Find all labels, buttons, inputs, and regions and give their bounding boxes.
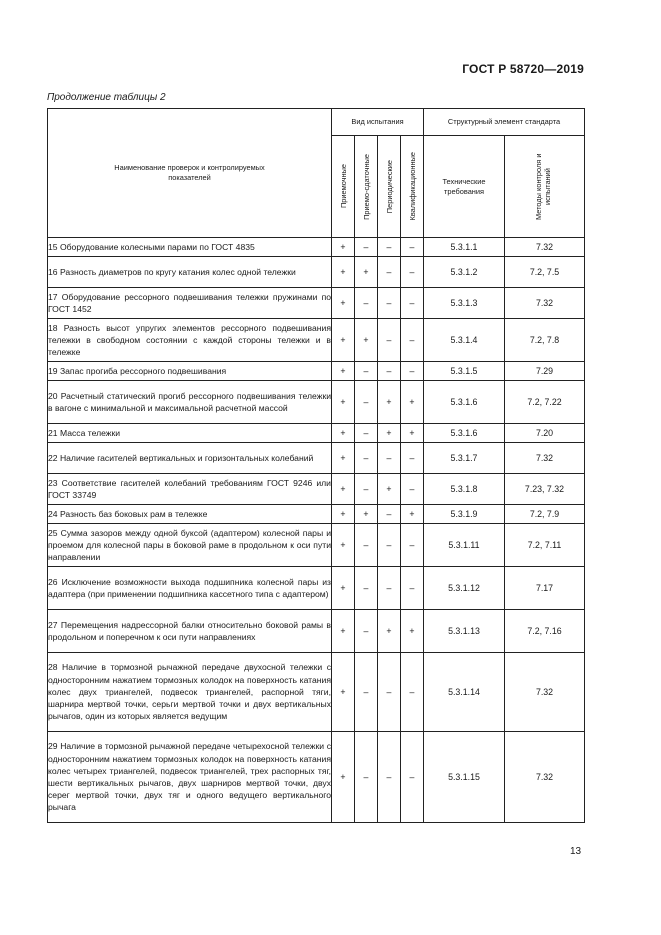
- table-row: [48, 319, 585, 362]
- row-mark: –: [355, 524, 378, 567]
- row-tech-req: 5.3.1.15: [424, 732, 505, 823]
- row-mark: +: [401, 381, 424, 424]
- row-mark: –: [401, 288, 424, 319]
- table-row: [48, 474, 585, 505]
- row-name: 16 Разность диаметров по кругу катания колес одной тележки: [48, 257, 332, 288]
- row-mark: –: [355, 610, 378, 653]
- row-mark: +: [332, 424, 355, 443]
- row-name: 20 Расчетный статический прогиб рессорного подвешивания тележки в вагоне с минимальной и максимальной расчетной массой: [48, 381, 332, 424]
- row-mark: +: [332, 257, 355, 288]
- row-mark: +: [378, 474, 401, 505]
- row-mark: –: [378, 524, 401, 567]
- row-tech-req: 5.3.1.1: [424, 238, 505, 257]
- header-test-type-2: Приемо-сдаточные: [355, 136, 378, 238]
- row-mark: +: [332, 653, 355, 732]
- row-mark: +: [378, 424, 401, 443]
- table-row: [48, 257, 585, 288]
- row-mark: –: [355, 424, 378, 443]
- row-method: 7.32: [505, 653, 585, 732]
- row-mark: –: [378, 505, 401, 524]
- row-mark: –: [401, 653, 424, 732]
- row-tech-req: 5.3.1.9: [424, 505, 505, 524]
- row-mark: –: [401, 362, 424, 381]
- row-mark: –: [401, 319, 424, 362]
- row-mark: –: [378, 257, 401, 288]
- row-mark: +: [355, 257, 378, 288]
- row-mark: +: [332, 381, 355, 424]
- row-method: 7.32: [505, 288, 585, 319]
- row-mark: –: [378, 362, 401, 381]
- row-mark: –: [401, 238, 424, 257]
- inspection-table: [47, 108, 585, 823]
- row-mark: +: [332, 319, 355, 362]
- row-name: 17 Оборудование рессорного подвешивания тележки пружинами по ГОСТ 1452: [48, 288, 332, 319]
- row-mark: –: [401, 474, 424, 505]
- row-mark: –: [401, 567, 424, 610]
- row-mark: –: [378, 653, 401, 732]
- row-mark: +: [332, 238, 355, 257]
- row-mark: +: [332, 567, 355, 610]
- row-method: 7.2, 7.5: [505, 257, 585, 288]
- row-mark: +: [332, 362, 355, 381]
- row-method: 7.32: [505, 443, 585, 474]
- row-tech-req: 5.3.1.13: [424, 610, 505, 653]
- row-method: 7.2, 7.11: [505, 524, 585, 567]
- row-name: 15 Оборудование колесными парами по ГОСТ 4835: [48, 238, 332, 257]
- row-mark: +: [332, 610, 355, 653]
- row-mark: –: [355, 653, 378, 732]
- row-mark: +: [332, 505, 355, 524]
- row-method: 7.2, 7.9: [505, 505, 585, 524]
- row-mark: +: [332, 288, 355, 319]
- table-row: [48, 610, 585, 653]
- row-mark: –: [355, 567, 378, 610]
- table-row: [48, 567, 585, 610]
- row-mark: –: [378, 288, 401, 319]
- row-mark: –: [378, 443, 401, 474]
- row-mark: +: [332, 732, 355, 823]
- document-code: ГОСТ Р 58720—2019: [462, 62, 584, 76]
- header-methods: Методы контроля и испытаний: [505, 136, 585, 238]
- row-mark: –: [378, 732, 401, 823]
- row-mark: –: [401, 257, 424, 288]
- row-name: 27 Перемещения надрессорной балки относительно боковой рамы в продольном и поперечном к оси пути направлениях: [48, 610, 332, 653]
- table-row: [48, 732, 585, 823]
- row-name: 18 Разность высот упругих элементов рессорного подвешивания тележки в свободном состоянии с каждой стороны тележки и в тележке: [48, 319, 332, 362]
- row-method: 7.32: [505, 732, 585, 823]
- header-test-type-3: Периодические: [378, 136, 401, 238]
- row-mark: +: [332, 474, 355, 505]
- row-name: 21 Масса тележки: [48, 424, 332, 443]
- row-mark: +: [332, 524, 355, 567]
- row-tech-req: 5.3.1.3: [424, 288, 505, 319]
- row-tech-req: 5.3.1.14: [424, 653, 505, 732]
- table-row: [48, 381, 585, 424]
- header-tech-req: Технические требования: [424, 136, 505, 238]
- table-row: [48, 653, 585, 732]
- table-row: [48, 288, 585, 319]
- row-mark: –: [355, 443, 378, 474]
- header-test-type-1: Приемочные: [332, 136, 355, 238]
- row-tech-req: 5.3.1.4: [424, 319, 505, 362]
- row-method: 7.29: [505, 362, 585, 381]
- row-mark: +: [378, 381, 401, 424]
- row-mark: –: [355, 732, 378, 823]
- row-mark: –: [355, 381, 378, 424]
- table-row: [48, 362, 585, 381]
- row-method: 7.2, 7.22: [505, 381, 585, 424]
- row-method: 7.32: [505, 238, 585, 257]
- row-mark: –: [378, 567, 401, 610]
- header-test-type: Вид испытания: [332, 109, 424, 136]
- table-row: [48, 443, 585, 474]
- row-tech-req: 5.3.1.5: [424, 362, 505, 381]
- row-tech-req: 5.3.1.8: [424, 474, 505, 505]
- table-row: [48, 424, 585, 443]
- row-tech-req: 5.3.1.7: [424, 443, 505, 474]
- row-tech-req: 5.3.1.6: [424, 424, 505, 443]
- row-mark: –: [378, 319, 401, 362]
- row-tech-req: 5.3.1.11: [424, 524, 505, 567]
- row-name: 19 Запас прогиба рессорного подвешивания: [48, 362, 332, 381]
- row-mark: –: [401, 524, 424, 567]
- table-caption: Продолжение таблицы 2: [47, 92, 166, 103]
- table-row: [48, 505, 585, 524]
- row-name: 23 Соответствие гасителей колебаний требованиям ГОСТ 9246 или ГОСТ 33749: [48, 474, 332, 505]
- header-test-type-4: Квалификационные: [401, 136, 424, 238]
- row-tech-req: 5.3.1.2: [424, 257, 505, 288]
- row-method: 7.2, 7.8: [505, 319, 585, 362]
- row-method: 7.23, 7.32: [505, 474, 585, 505]
- row-name: 22 Наличие гасителей вертикальных и горизонтальных колебаний: [48, 443, 332, 474]
- row-tech-req: 5.3.1.12: [424, 567, 505, 610]
- row-mark: +: [355, 319, 378, 362]
- row-mark: +: [332, 443, 355, 474]
- row-mark: –: [355, 288, 378, 319]
- row-name: 24 Разность баз боковых рам в тележке: [48, 505, 332, 524]
- header-name: Наименование проверок и контролируемых показателей: [48, 109, 332, 238]
- row-mark: +: [401, 505, 424, 524]
- table-row: [48, 238, 585, 257]
- row-mark: –: [401, 732, 424, 823]
- row-mark: –: [355, 474, 378, 505]
- row-name: 26 Исключение возможности выхода подшипника колесной пары из адаптера (при применении подшипника кассетного типа с адаптером): [48, 567, 332, 610]
- table-row: [48, 524, 585, 567]
- row-mark: +: [401, 424, 424, 443]
- row-method: 7.20: [505, 424, 585, 443]
- row-mark: +: [378, 610, 401, 653]
- row-mark: –: [355, 362, 378, 381]
- row-name: 28 Наличие в тормозной рычажной передаче двухосной тележки с односторонним нажатием тормозных колодок на поверхность катания колес двух триангелей, подвесок триангелей, распорной тяги, шарнира мертвой точки, серьги мертвой точки и двух вертикальных рычагов, один из которых является ведущим: [48, 653, 332, 732]
- row-mark: –: [355, 238, 378, 257]
- row-method: 7.17: [505, 567, 585, 610]
- row-name: 25 Сумма зазоров между одной буксой (адаптером) колесной пары и проемом для колесной пары в боковой раме в продольном к оси пути направлении: [48, 524, 332, 567]
- row-name: 29 Наличие в тормозной рычажной передаче четырехосной тележки с односторонним нажатием тормозных колодок на поверхность катания колес четырех триангелей, подвесок триангелей, трех распорных тяг, шести вертикальных рычагов, двух шарниров мертвой точки, двух серег мертвой точки, двух тяг и одного ведущего вертикального рычага: [48, 732, 332, 823]
- page-number: 13: [570, 846, 582, 857]
- row-method: 7.2, 7.16: [505, 610, 585, 653]
- row-tech-req: 5.3.1.6: [424, 381, 505, 424]
- row-mark: –: [378, 238, 401, 257]
- row-mark: +: [401, 610, 424, 653]
- table-body: [48, 238, 585, 823]
- header-structural: Структурный элемент стандарта: [424, 109, 585, 136]
- row-mark: +: [355, 505, 378, 524]
- row-mark: –: [401, 443, 424, 474]
